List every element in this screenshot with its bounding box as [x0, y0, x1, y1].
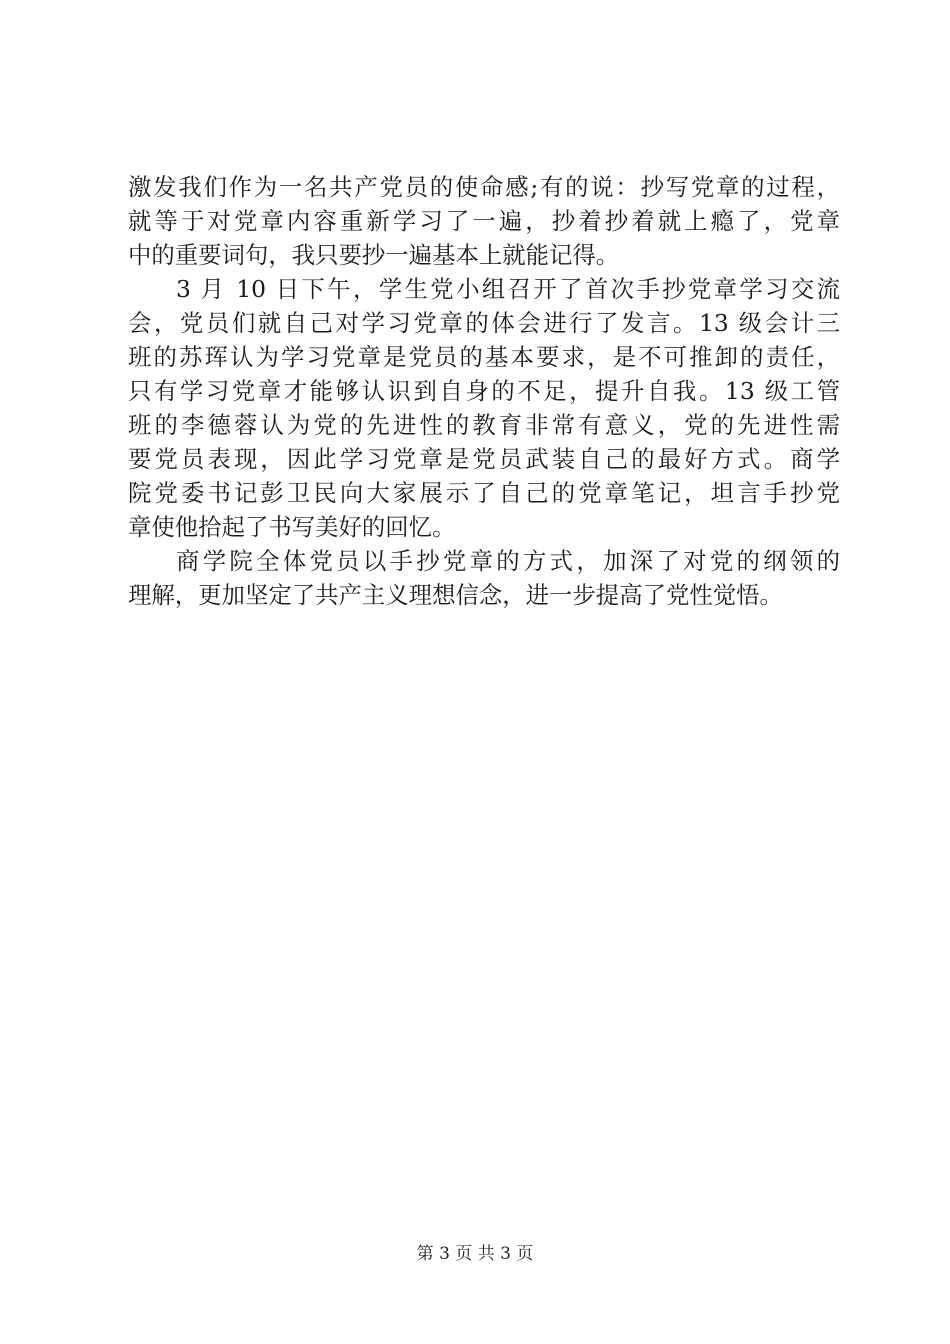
text-line: 章使他拾起了书写美好的回忆。 — [128, 513, 456, 541]
paragraph-3 — [128, 544, 840, 612]
text-line: 会，党员们就自己对学习党章的体会进行了发言。13 级会计三 — [128, 309, 840, 337]
text-line: 商学院全体党员以手抄党章的方式，加深了对党的纲领的 — [176, 547, 840, 575]
text-line: 班的苏珲认为学习党章是党员的基本要求，是不可推卸的责任， — [128, 343, 840, 371]
text-line: 班的李德蓉认为党的先进性的教育非常有意义，党的先进性需 — [128, 411, 840, 439]
paragraph-2 — [128, 272, 840, 544]
document-body — [128, 170, 840, 612]
text-line: 中的重要词句，我只要抄一遍基本上就能记得。 — [128, 241, 620, 269]
page-footer: 第 3 页 共 3 页 — [416, 1244, 534, 1264]
text-line: 要党员表现，因此学习党章是党员武装自己的最好方式。商学 — [128, 445, 840, 473]
text-line: 只有学习党章才能够认识到自身的不足，提升自我。13 级工管 — [128, 377, 840, 405]
text-line: 理解，更加坚定了共产主义理想信念，进一步提高了党性觉悟。 — [128, 581, 783, 609]
text-line: 院党委书记彭卫民向大家展示了自己的党章笔记，坦言手抄党 — [128, 479, 840, 507]
text-line: 就等于对党章内容重新学习了一遍，抄着抄着就上瘾了，党章 — [128, 207, 840, 235]
text-line: 激发我们作为一名共产党员的使命感;有的说：抄写党章的过程， — [128, 173, 840, 201]
paragraph-1 — [128, 170, 840, 272]
text-line: 3 月 10 日下午，学生党小组召开了首次手抄党章学习交流 — [176, 275, 840, 303]
